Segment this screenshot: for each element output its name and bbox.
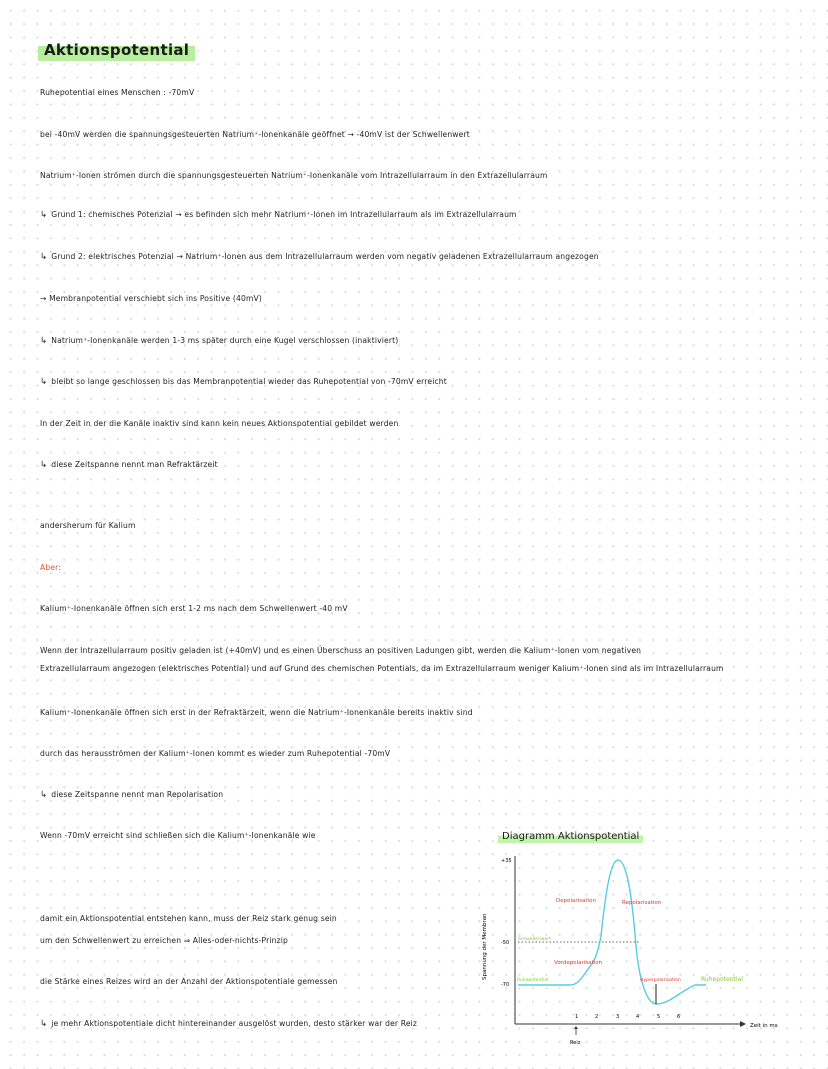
y-tick-label: -70: [501, 982, 510, 988]
text-line-ruhepotential: Ruhepotential eines Menschen : -70mV: [40, 88, 195, 97]
text-line-grund-2: ↳ Grund 2: elektrisches Potenzial → Natrium⁺-Ionen aus dem Intrazellularraum werden vom negativ geladenen Extrazellularraum angezogen: [40, 252, 599, 262]
action-potential-diagram: [470, 848, 810, 1053]
text-line-extrazellular-angezogen: Extrazellularraum angezogen (elektrisches Potential) und auf Grund des chemischen Potentials, da im Extrazellularraum weniger Kalium⁺-Ionen sind als im Intrazellularraum: [40, 664, 724, 673]
y-tick-label: -50: [501, 940, 510, 946]
text-line-kalium-oeffnen: Kalium⁺-Ionenkanäle öffnen sich erst 1-2 ms nach dem Schwellenwert -40 mV: [40, 604, 348, 613]
diagram-title: Diagramm Aktionspotential: [498, 829, 643, 843]
x-tick-label: 1: [575, 1014, 579, 1020]
text-line-kalium: andersherum für Kalium: [40, 521, 136, 530]
x-tick-label: 4: [636, 1014, 640, 1020]
sub-arrow-icon: ↳: [40, 1019, 48, 1029]
text-line-inaktiv: In der Zeit in der die Kanäle inaktiv sind kann kein neues Aktionspotential gebildet werden: [40, 419, 399, 428]
text-line-alles-oder-nichts: um den Schwellenwert zu erreichen ⇒ Alles-oder-nichts-Prinzip: [40, 936, 288, 945]
ruhepotential-left-label: Ruhepotential: [517, 978, 549, 983]
text-line-bleibt-geschlossen: ↳ bleibt so lange geschlossen bis das Membranpotential wieder das Ruhepotential von -70mV erreicht: [40, 377, 447, 387]
text-line-repolarisation: ↳ diese Zeitspanne nennt man Repolarisation: [40, 790, 224, 800]
text-line-refraktaerzeit: ↳ diese Zeitspanne nennt man Refraktärzeit: [40, 460, 218, 470]
sub-arrow-icon: ↳: [40, 210, 48, 220]
sub-arrow-icon: ↳: [40, 790, 48, 800]
text-line-membranpotential: → Membranpotential verschiebt sich ins Positive (40mV): [40, 294, 262, 303]
ruhepotential-right-label: Ruhepotential: [701, 976, 743, 983]
x-axis-arrowhead-icon: [740, 1021, 746, 1027]
text-line-herausstroemen: durch das herausströmen der Kalium⁺-Ionen kommt es wieder zum Ruhepotential -70mV: [40, 749, 391, 758]
text-line-schliessen: Wenn -70mV erreicht sind schließen sich die Kalium⁺-Ionenkanäle wie: [40, 831, 316, 840]
text-line-je-mehr: ↳ je mehr Aktionspotentiale dicht hintereinander ausgelöst wurden, desto stärker war der Reiz: [40, 1019, 418, 1029]
reiz-arrowhead-icon: [574, 1026, 578, 1029]
sub-arrow-icon: ↳: [40, 377, 48, 387]
schwellenwert-label: Schwellenwert: [518, 937, 551, 942]
vordepolarisation-label: Vordepolarisation: [554, 960, 603, 966]
sub-arrow-icon: ↳: [40, 336, 48, 346]
reiz-label: Reiz: [570, 1040, 581, 1046]
x-tick-label: 5: [657, 1014, 661, 1020]
hyperpolarisation-label: Hyperpolarisation: [640, 978, 681, 983]
x-tick-label: 6: [677, 1014, 681, 1020]
page-title: Aktionspotential: [38, 38, 195, 61]
sub-arrow-icon: ↳: [40, 252, 48, 262]
text-line-kalium-refraktaer: Kalium⁺-Ionenkanäle öffnen sich erst in der Refraktärzeit, wenn die Natrium⁺-Ionenkanäle bereits inaktiv sind: [40, 708, 473, 717]
text-line-intrazellular-positiv: Wenn der Intrazellularraum positiv geladen ist (+40mV) und es einen Überschuss an positiven Ladungen gibt, werden die Kalium⁺-Ionen vom negativen: [40, 646, 642, 655]
y-tick-label: +35: [501, 858, 512, 864]
repolarisation-label: Repolarisation: [622, 900, 662, 906]
x-tick-label: 2: [595, 1014, 599, 1020]
text-line-natrium-stroemen: Natrium⁺-Ionen strömen durch die spannungsgesteuerten Natrium⁺-Ionenkanäle vom Intrazellularraum in den Extrazellularraum: [40, 171, 548, 180]
depolarisation-label: Depolarisation: [556, 898, 596, 904]
y-axis-label: Spannung der Membran: [482, 913, 488, 980]
text-line-natrium-inaktiviert: ↳ Natrium⁺-Ionenkanäle werden 1-3 ms später durch eine Kugel verschlossen (inaktiviert): [40, 336, 399, 346]
text-line-staerke: die Stärke eines Reizes wird an der Anzahl der Aktionspotentiale gemessen: [40, 977, 338, 986]
x-tick-label: 3: [616, 1014, 620, 1020]
x-axis-label: Zeit in ms: [750, 1023, 778, 1029]
text-line-grund-1: ↳ Grund 1: chemisches Potenzial → es befinden sich mehr Natrium⁺-Ionen im Intrazellularraum als im Extrazellularraum: [40, 210, 517, 220]
text-line-aber: Aber:: [40, 563, 61, 572]
text-line-reiz-stark: damit ein Aktionspotential entstehen kann, muss der Reiz stark genug sein: [40, 914, 337, 923]
sub-arrow-icon: ↳: [40, 460, 48, 470]
text-line-schwellenwert: bei -40mV werden die spannungsgesteuerten Natrium⁺-Ionenkanäle geöffnet → -40mV ist der Schwellenwert: [40, 130, 470, 139]
